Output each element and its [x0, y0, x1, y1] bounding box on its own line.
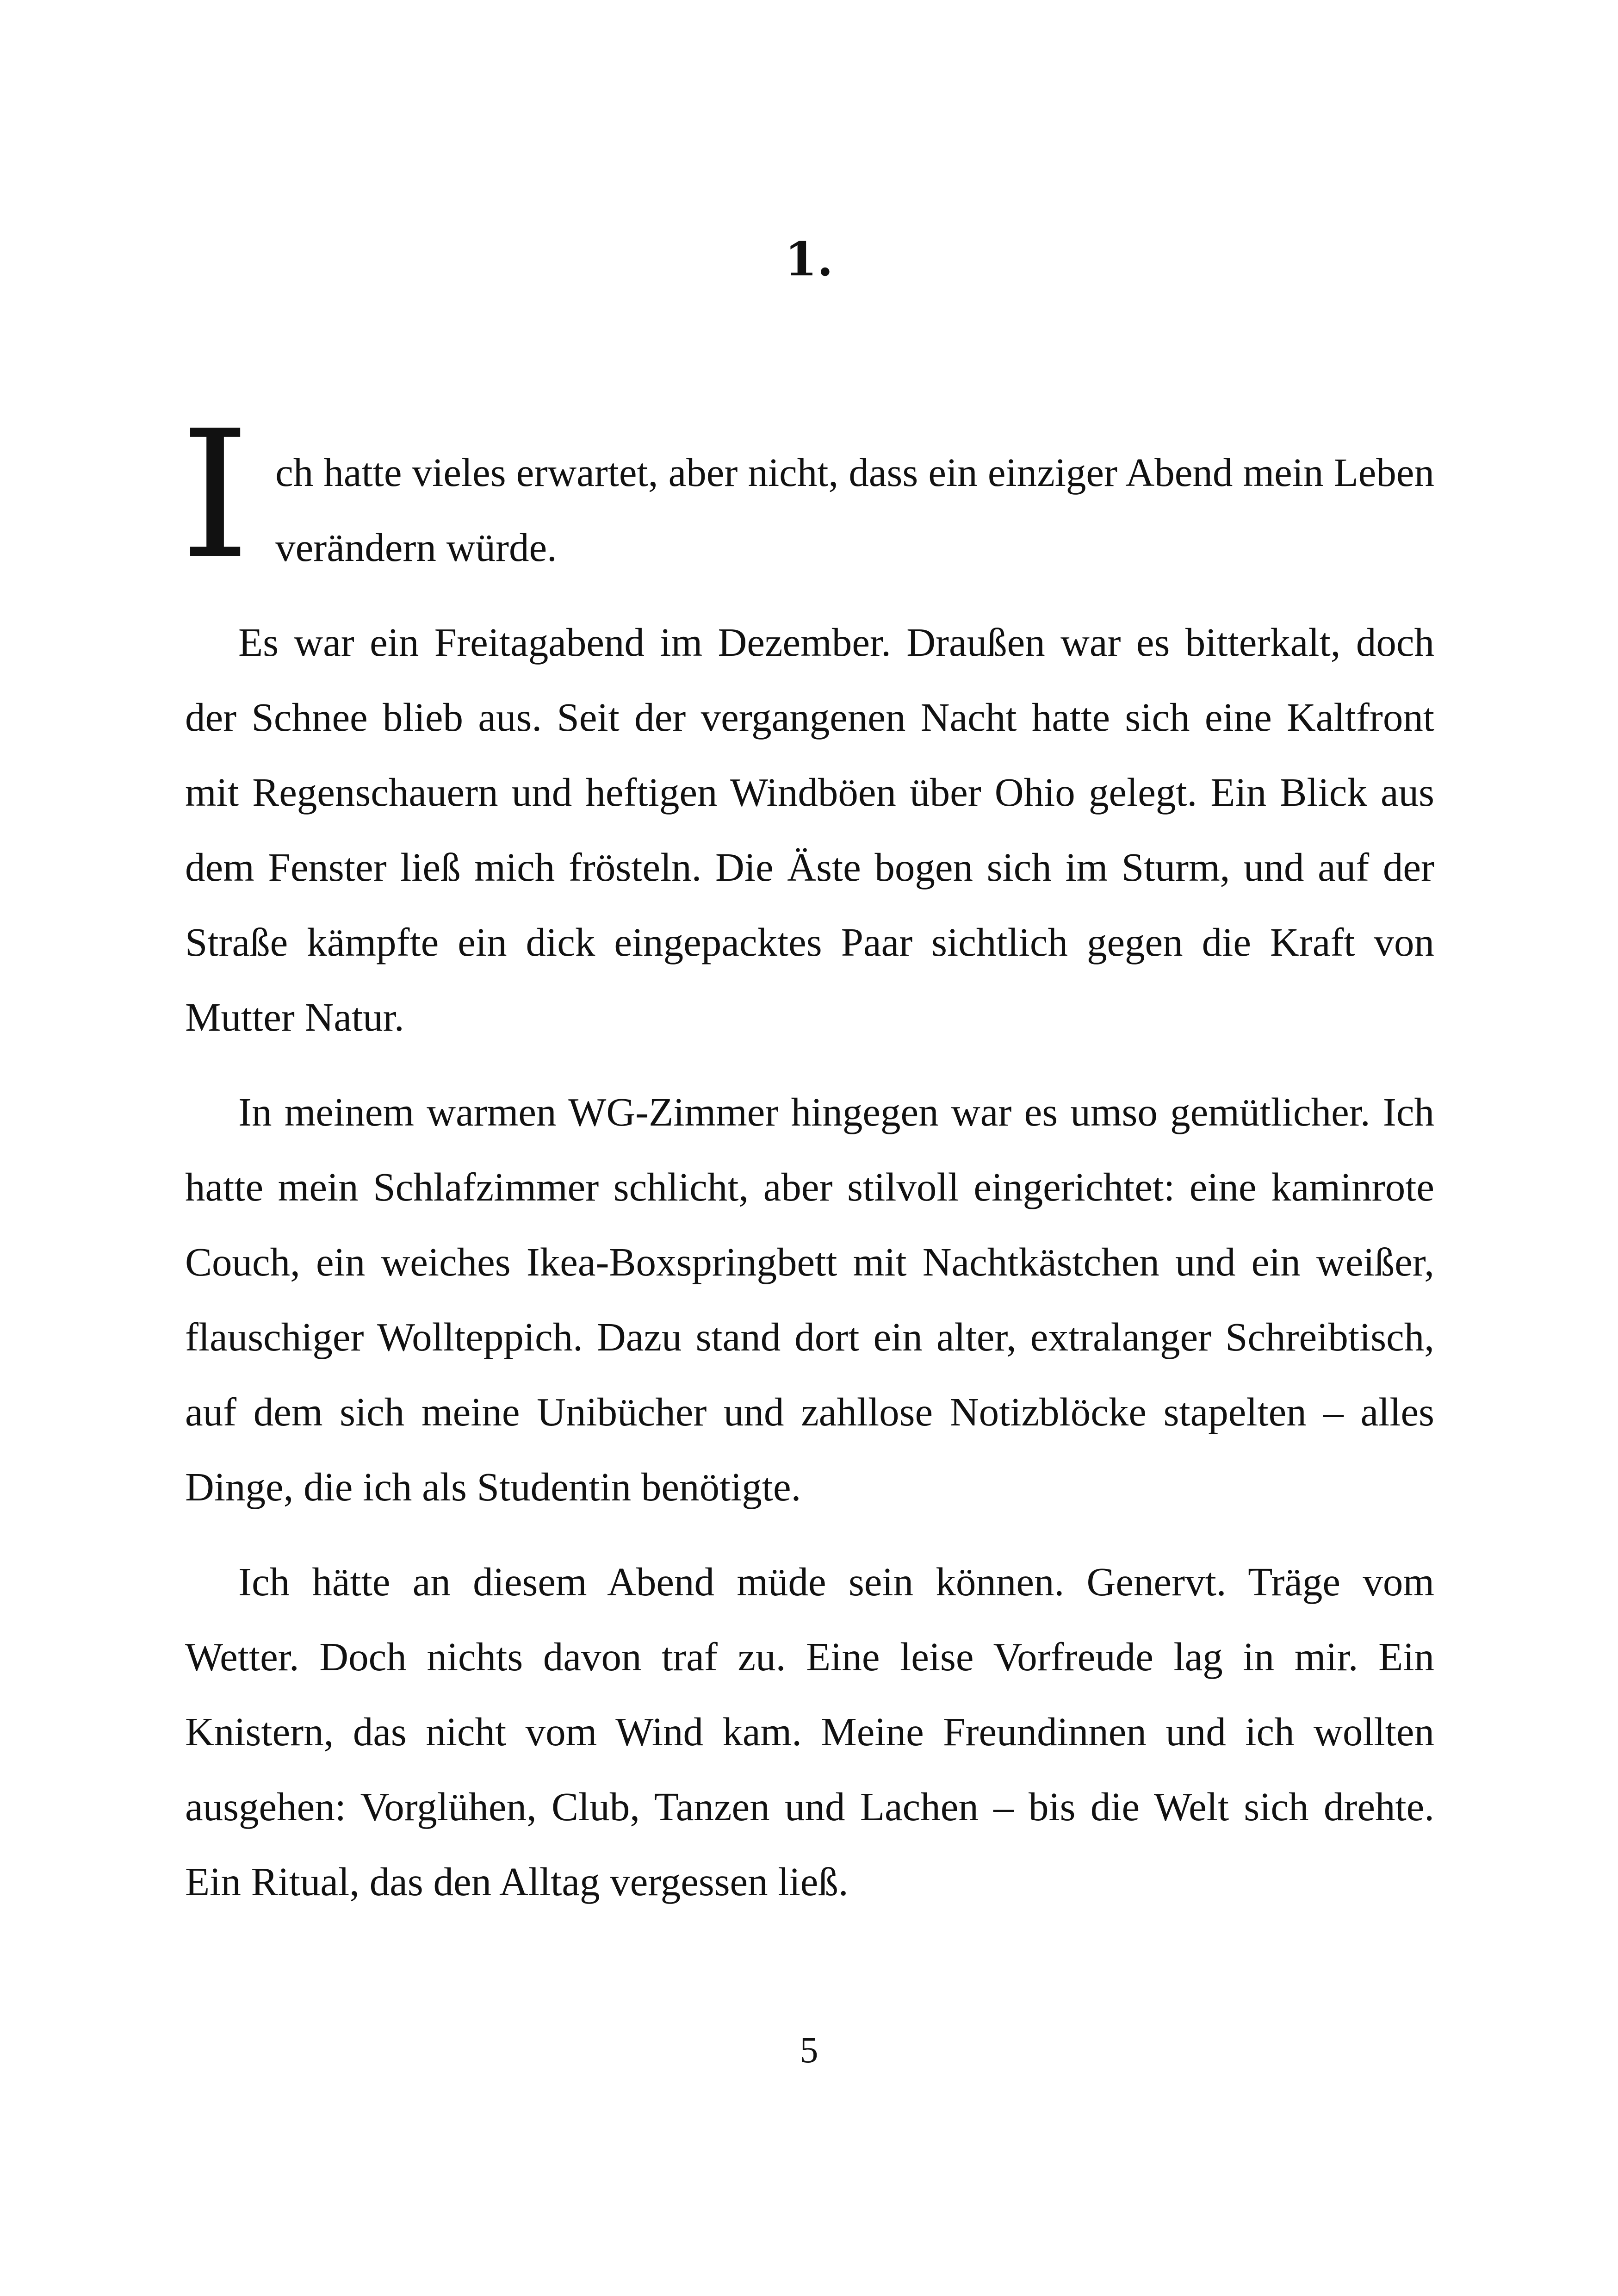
chapter-number: 1. — [785, 232, 833, 286]
page-number: 5 — [800, 2030, 818, 2071]
chapter-text — [180, 392, 1434, 1939]
drop-cap: I — [180, 392, 250, 597]
paragraph: In meinem warmen WG-Zimmer hingegen war es umso gemütlicher. Ich hatte mein Schlafzimmer schlicht, aber stilvoll eingerichtet: eine kaminrote Couch, ein weiches Ikea-Boxspringbett mit Nachtkästchen und ein weißer, flauschiger Wollteppich. Dazu stand dort ein alter, extralanger Schreibtisch, auf dem sich meine Unibücher und zahllose Notizblöcke stapelten – alles Dinge, die ich als Studentin benötigte. — [185, 1089, 1434, 1509]
paragraph: Ich hätte an diesem Abend müde sein können. Genervt. Träge vom Wetter. Doch nichts davon traf zu. Eine leise Vorfreude lag in mir. Ein Knistern, das nicht vom Wind kam. Meine Freundinnen und ich wollten ausgehen: Vorglühen, Club, Tanzen und Lachen – bis die Welt sich drehte. Ein Ritual, das den Alltag vergessen ließ. — [185, 1559, 1434, 1904]
opening-text: ch hatte vieles erwartet, aber nicht, dass ein einziger Abend mein Leben verändern würde. — [275, 450, 1434, 570]
opening-paragraph — [180, 392, 1434, 597]
paragraph: Es war ein Freitagabend im Dezember. Draußen war es bitterkalt, doch der Schnee blieb aus. Seit der vergangenen Nacht hatte sich eine Kaltfront mit Regenschauern und heftigen Windböen über Ohio gelegt. Ein Blick aus dem Fenster ließ mich frösteln. Die Äste bogen sich im Sturm, und auf der Straße kämpfte ein dick eingepacktes Paar sichtlich gegen die Kraft von Mutter Natur. — [185, 620, 1434, 1039]
